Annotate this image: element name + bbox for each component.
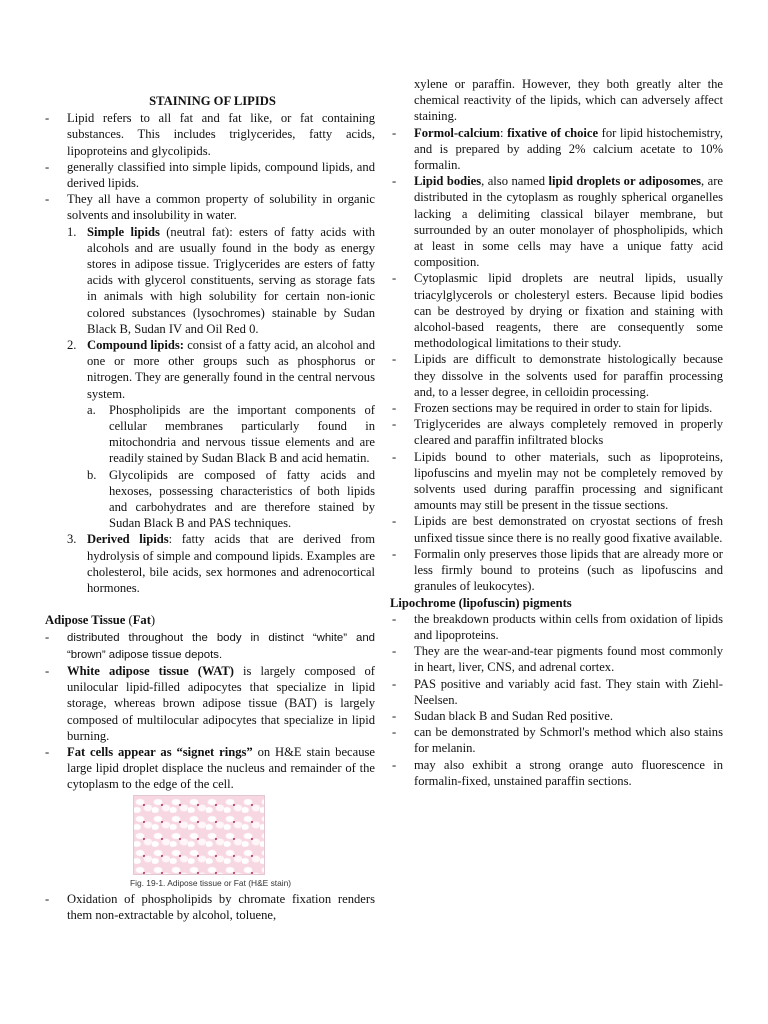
adipose-heading: Adipose Tissue (Fat) xyxy=(45,613,156,628)
list-item: - generally classified into simple lipids, compound lipids, and derived lipids. xyxy=(45,159,375,191)
list-item: - the breakdown products within cells from oxidation of lipids and lipoproteins. xyxy=(392,611,723,642)
list-item: - Triglycerides are always completely removed in properly cleared and paraffin infiltrated blocks xyxy=(392,417,723,448)
adipose-tissue-image xyxy=(133,795,265,875)
continuation-text: xylene or paraffin. However, they both greatly alter the chemical reactivity of the lipids, which can adversely affect staining. xyxy=(414,77,723,124)
list-item: - Lipid bodies, also named lipid droplets or adiposomes, are distributed in the cytoplasm as roughly spherical organelles lacking a delimiting classical bilayer membrane, but surrounded by an outer monolayer of phospholipids, which at least in some cells may have a unique fatty acid composition. xyxy=(392,174,724,270)
list-item: - Lipids are difficult to demonstrate histologically because they dissolve in the solvents used for paraffin processing and, to a lesser degree, in celloidin processing. xyxy=(392,352,723,399)
list-item: - Formalin only preserves those lipids that are already more or less firmly bound to proteins (such as lipofuscins and granules of leukocytes). xyxy=(392,546,723,594)
list-item: - Lipids bound to other materials, such as lipoproteins, lipofuscins and myelin may not be completely removed by solvents used during paraffin processing and significant amounts may still be present in the tissue sections. xyxy=(392,449,723,513)
list-item: - White adipose tissue (WAT) is largely composed of unilocular lipid-filled adipocytes that specialize in lipid storage, whereas brown adipose tissue (BAT) is largely composed of multilocular adipocytes that specialize in lipid burning. xyxy=(45,663,375,743)
list-item: - PAS positive and variably acid fast. They stain with Ziehl-Neelsen. xyxy=(392,676,723,707)
figure-caption: Fig. 19-1. Adipose tissue or Fat (H&E stain) xyxy=(130,877,292,888)
list-item: - They are the wear-and-tear pigments found most commonly in heart, liver, CNS, and adrenal cortex. xyxy=(392,644,723,675)
list-item: - Formol-calcium: fixative of choice for lipid histochemistry, and is prepared by adding 2% calcium acetate to 10% formalin. xyxy=(392,125,723,173)
list-item: - Cytoplasmic lipid droplets are neutral lipids, usually triacylglycerols or cholesteryl esters. Because lipid bodies can be destroyed by drying or fixation and staining with alcohol-based reagents, there are consequently some methodological limitations to their study. xyxy=(392,271,723,351)
left-column xyxy=(45,0,375,923)
numbered-item-compound-lipids: 2. Compound lipids: consist of a fatty acid, an alcohol and one or more other groups such as phosphorus or nitrogen. They are generally found in the central nervous system. a. Phospholipids are the important components of cellular membranes particularly found in mitochondria and nervous tissue elements and are readily stained by Sudan Black B and acid hematin. b. Glycolipids are composed of fatty acids and hexoses, possessing characteristics of both lipids and carbohydrates and are therefore stained by Sudan Black B and PAS techniques. xyxy=(67,338,375,531)
list-item: - Fat cells appear as “signet rings” on H&E stain because large lipid droplet displace the nucleus and remainder of the cytoplasm to the edge of the cell. xyxy=(45,744,375,792)
list-item: - They all have a common property of solubility in organic solvents and insolubility in water. 1. Simple lipids (neutral fat): esters of fatty acids with alcohols and are usually found in the body as energy stores in adipose tissue. Triglycerides are esters of fatty acids with glycerol constituents, serving as storage fats in animals with high solubility for certain non-ionic colored substances (lysochromes) stainable by Sudan Black B, Sudan IV and Oil Red 0. 2. Compound lipids: consist of a fatty acid, an alcohol and one or more other groups such as phosphorus or nitrogen. They are generally found in the central nervous system. a. Phospholipids are the important components of cellular membranes particularly found in mitochondria and nervous tissue elements and are readily stained by Sudan Black B and acid hematin. b. Glycolipids are composed of fatty acids and hexoses, possessing characteristics of both lipids and carbohydrates and are therefore stained by Sudan Black B and PAS techniques. 3. Derived lipids: fatty acids that are derived from hydrolysis of simple and compound lipids. Examples are cholesterol, bile acids, sex hormones and adrenocortical hormones. xyxy=(45,192,375,596)
lipochrome-heading: Lipochrome (lipofuscin) pigments xyxy=(390,595,572,610)
list-item: - Sudan black B and Sudan Red positive. xyxy=(392,708,614,723)
list-item: - Lipid refers to all fat and fat like, or fat containing substances. This includes triglycerides, fatty acids, lipoproteins and glycolipids. xyxy=(45,111,375,158)
list-item: - distributed throughout the body in distinct “white” and “brown” adipose tissue depots. xyxy=(45,629,375,661)
numbered-item-simple-lipids: 1. Simple lipids (neutral fat): esters of fatty acids with alcohols and are usually found in the body as energy stores in adipose tissue. Triglycerides are esters of fatty acids with glycerol constituents, serving as storage fats in animals with high solubility for certain non-ionic colored substances (lysochromes) stainable by Sudan Black B, Sudan IV and Oil Red 0. xyxy=(67,224,375,336)
sub-item-glycolipids: b. Glycolipids are composed of fatty acids and hexoses, possessing characteristics of both lipids and carbohydrates and are therefore stained by Sudan Black B and PAS techniques. xyxy=(87,467,375,531)
page-title: STAINING OF LIPIDS xyxy=(149,94,276,108)
sub-item-phospholipids: a. Phospholipids are the important components of cellular membranes particularly found in mitochondria and nervous tissue elements and are readily stained by Sudan Black B and acid hematin. xyxy=(87,402,375,466)
list-item: - Oxidation of phospholipids by chromate fixation renders them non-extractable by alcohol, toluene, xyxy=(45,891,375,922)
numbered-item-derived-lipids: 3. Derived lipids: fatty acids that are derived from hydrolysis of simple and compound lipids. Examples are cholesterol, bile acids, sex hormones and adrenocortical hormones. xyxy=(67,532,375,596)
list-item: - Lipids are best demonstrated on cryostat sections of fresh unfixed tissue since there is no really good fixative available. xyxy=(392,514,723,545)
list-item: - can be demonstrated by Schmorl's method which also stains for melanin. xyxy=(392,725,723,756)
list-item: - may also exhibit a strong orange auto fluorescence in formalin-fixed, unstained paraffin sections. xyxy=(392,757,723,788)
right-column xyxy=(392,76,723,789)
list-item: - Frozen sections may be required in order to stain for lipids. xyxy=(392,401,713,416)
